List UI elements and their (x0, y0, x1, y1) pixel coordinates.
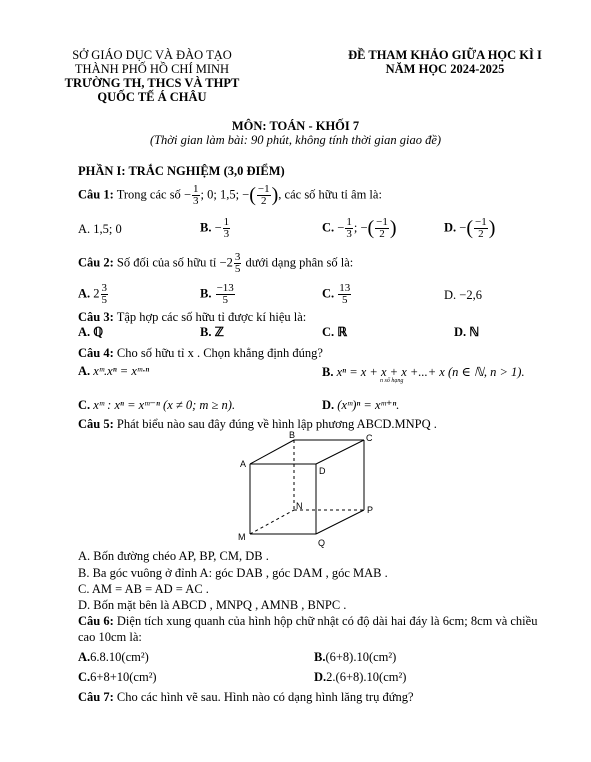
q4-opt-a-expr: xᵐ.xⁿ = xᵐ·ⁿ (93, 364, 150, 378)
q4-option-d[interactable] (322, 397, 399, 413)
q1-opt-d-label: D. (444, 220, 457, 235)
question-4 (78, 346, 323, 361)
vertex-p-label: P (367, 505, 374, 515)
q6-opt-c-expr: 6+8+10(cm²) (90, 670, 157, 684)
question-1: Câu 1: Trong các số − $\frac{1}{3}$ ; 0; 1,5; −( $\frac{-1}{2}$ ), các số hữu tỉ âm là: (78, 183, 382, 207)
department-name (62, 48, 242, 104)
q4-opt-c-expr: xᵐ : xⁿ = xᵐ⁻ⁿ (x ≠ 0; m ≥ n). (93, 398, 236, 412)
edge-cd (316, 440, 364, 464)
part1-heading: PHẦN I: TRẮC NGHIỆM (3,0 ĐIỂM) (78, 164, 285, 178)
q6-opt-d-expr: 2.(6+8).10(cm²) (326, 670, 407, 684)
edge-ab (250, 440, 294, 464)
q5-option-b[interactable]: B. Ba góc vuông ở đỉnh A: góc DAB , góc DAM , góc MAB . (78, 566, 388, 580)
cube-figure (230, 430, 390, 550)
vertex-d-label: D (319, 466, 326, 476)
question-7 (78, 690, 414, 705)
q1-text-b: , các số hữu tỉ âm là: (278, 187, 382, 202)
q6-opt-d-label: D. (314, 670, 327, 684)
q1-text-a: Trong các số (116, 187, 181, 202)
q1-option-c[interactable]: C. − $\frac{1}{3}$ ; −( $\frac{-1}{2}$ ) (322, 216, 397, 240)
q1-option-b[interactable]: B. − $\frac{1}{3}$ (200, 216, 230, 240)
vertex-a-label: A (240, 459, 247, 469)
q5-option-d[interactable]: D. Bốn mặt bên là ABCD , MNPQ , AMNB , BNPC . (78, 598, 347, 612)
q1-label: Câu 1: (78, 187, 114, 202)
header-left-line1: SỞ GIÁO DỤC VÀ ĐÀO TẠO (72, 48, 232, 62)
vertex-m-label: M (238, 532, 246, 542)
q2-opt-c-label: C. (322, 286, 335, 301)
q6-opt-a-expr: 6.8.10(cm²) (90, 650, 149, 664)
edge-mn-hidden (250, 510, 294, 534)
header-left-line4: QUỐC TẾ Á CHÂU (97, 90, 207, 104)
question-6 (78, 614, 537, 629)
q4-option-a[interactable] (78, 364, 149, 379)
q3-option-d[interactable]: D. ℕ (454, 325, 480, 339)
q4-opt-b-underbrace-label: n số hạng (380, 378, 404, 384)
q7-label: Câu 7: (78, 690, 114, 704)
q4-opt-b-label: B. (322, 365, 334, 379)
q2-option-c[interactable]: C. $\frac{13}{5}$ (322, 282, 351, 306)
exam-title: ĐỀ THAM KHẢO GIỮA HỌC KÌ I (348, 48, 542, 62)
q4-label: Câu 4: (78, 346, 114, 360)
q6-label: Câu 6: (78, 614, 114, 628)
q2-option-b[interactable]: B. $\frac{-13}{5}$ (200, 282, 234, 306)
q6-option-a[interactable] (78, 650, 149, 665)
q6-option-b[interactable] (314, 650, 396, 665)
q4-opt-a-label: A. (78, 364, 91, 378)
q2-opt-d-text: D. −2,6 (444, 288, 482, 302)
q6-opt-b-label: B. (314, 650, 326, 664)
q2-text-a: Số đối của số hữu tỉ (116, 255, 217, 270)
vertex-n-label: N (296, 501, 303, 511)
time-note: (Thời gian làm bài: 90 phút, không tính thời gian giao đề) (149, 133, 442, 147)
q6-opt-b-expr: (6+8).10(cm²) (325, 650, 397, 664)
q4-option-c[interactable] (78, 397, 235, 413)
q6-opt-a-label: A. (78, 650, 91, 664)
q5-label: Câu 5: (78, 417, 114, 431)
q3-text: Tập hợp các số hữu tỉ được kí hiệu là: (116, 310, 307, 324)
q4-opt-d-label: D. (322, 398, 335, 412)
q3-option-c[interactable]: C. ℝ (322, 325, 348, 339)
q1-option-d[interactable]: D. −( $\frac{-1}{2}$ ) (444, 216, 496, 240)
q6-opt-c-label: C. (78, 670, 91, 684)
vertex-b-label: B (289, 430, 296, 440)
q6-option-d[interactable] (314, 670, 406, 685)
q2-text-b: dưới dạng phân số là: (245, 255, 354, 270)
q4-text: Cho số hữu tỉ x . Chọn khẳng định đúng? (116, 346, 323, 360)
q6-text-line2: cao 10cm là: (78, 630, 142, 644)
q4-opt-b-expr: xⁿ = x + x + x +...+ x (n ∈ ℕ, n > 1). (336, 365, 525, 379)
question-3 (78, 310, 306, 325)
q3-option-b[interactable]: B. ℤ (200, 325, 224, 339)
q4-opt-d-expr: (xᵐ)ⁿ = xᵐ⁺ⁿ. (337, 398, 400, 412)
q2-opt-a-label: A. (78, 286, 91, 301)
q4-option-b[interactable] (322, 364, 525, 380)
q3-label: Câu 3: (78, 310, 114, 324)
q7-text: Cho các hình vẽ sau. Hình nào có dạng hình lăng trụ đứng? (116, 690, 414, 704)
q3-option-a[interactable]: A. ℚ (78, 325, 104, 339)
q5-option-c[interactable]: C. AM = AB = AD = AC . (78, 582, 209, 596)
q1-opt-c-label: C. (322, 220, 335, 235)
q4-opt-c-label: C. (78, 398, 91, 412)
vertex-q-label: Q (318, 538, 326, 548)
header-left-line2: THÀNH PHỐ HỒ CHÍ MINH (74, 62, 230, 76)
q6-option-c[interactable] (78, 670, 157, 685)
q5-option-a[interactable]: A. Bốn đường chéo AP, BP, CM, DB . (78, 549, 269, 563)
q2-label: Câu 2: (78, 255, 114, 270)
edge-qp (316, 510, 364, 534)
q2-option-d[interactable] (444, 288, 482, 303)
vertex-c-label: C (366, 433, 373, 443)
header-left-line3: TRƯỜNG TH, THCS VÀ THPT (64, 76, 240, 90)
q1-opt-a-text: A. 1,5; 0 (78, 222, 122, 236)
q2-option-a[interactable]: A. 2 $\frac{3}{5}$ (78, 282, 108, 306)
q1-nums: ; 0; 1,5; (200, 187, 240, 202)
q1-option-a[interactable] (78, 222, 122, 237)
q5-text: Phát biểu nào sau đây đúng về hình lập phương ABCD.MNPQ . (116, 417, 437, 431)
question-2: Câu 2: Số đối của số hữu tỉ −2 $\frac{3}{5}$ dưới dạng phân số là: (78, 251, 354, 275)
q1-opt-b-label: B. (200, 220, 212, 235)
q2-opt-b-label: B. (200, 286, 212, 301)
exam-title-block (330, 48, 560, 76)
school-year: NĂM HỌC 2024-2025 (385, 62, 505, 76)
subject-title: MÔN: TOÁN - KHỐI 7 (231, 119, 360, 133)
q6-text-line1: Diện tích xung quanh của hình hộp chữ nhật có độ dài hai đáy là 6cm; 8cm và chiều (116, 614, 538, 628)
